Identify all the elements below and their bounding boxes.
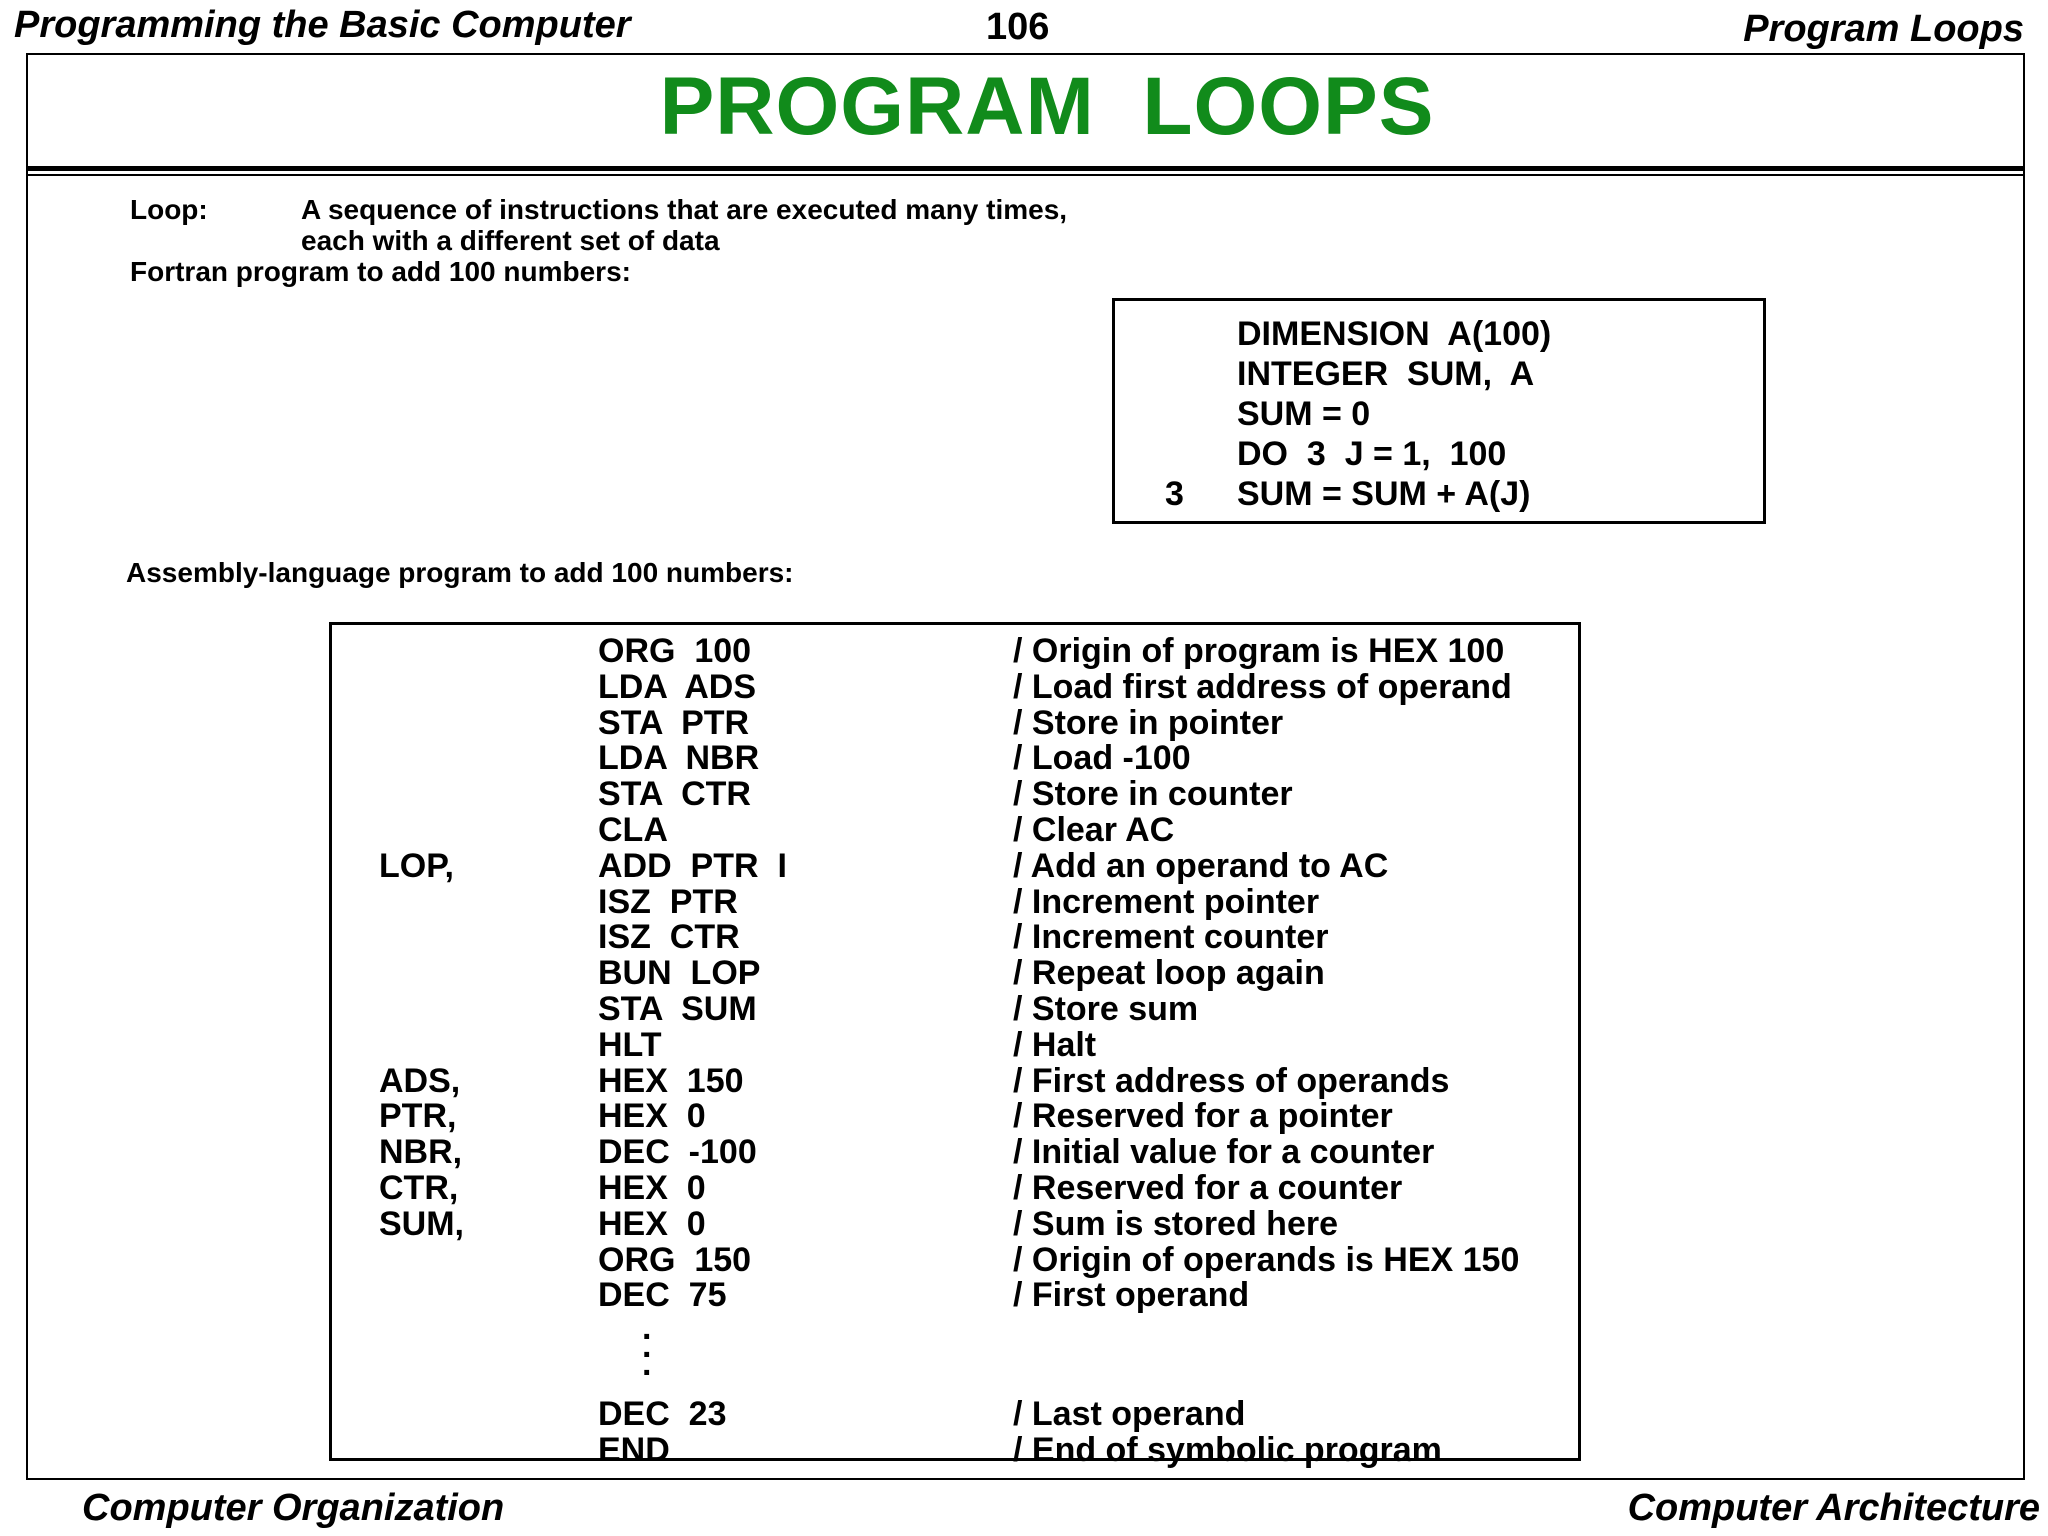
asm-instr: STA CTR — [598, 775, 751, 814]
page-number: 106 — [986, 6, 1050, 48]
asm-comment: / Origin of operands is HEX 150 — [1013, 1240, 1520, 1279]
asm-comment: / Store in pointer — [1013, 703, 1284, 742]
header-course-title: Programming the Basic Computer — [14, 4, 631, 46]
fortran-line: DO 3 J = 1, 100 — [1237, 435, 1507, 473]
assembly-code-box — [329, 622, 1581, 1469]
asm-instr: ORG 100 — [598, 632, 752, 670]
title-rule-thick — [26, 166, 2025, 171]
asm-instr: CLA — [598, 811, 668, 849]
asm-instr: BUN LOP — [598, 954, 761, 993]
fortran-line: SUM = 0 — [1237, 395, 1371, 433]
asm-label: ADS, — [379, 1061, 461, 1100]
asm-label: SUM, — [379, 1204, 464, 1243]
asm-comment: / Reserved for a pointer — [1013, 1097, 1393, 1136]
asm-comment: / Add an operand to AC — [1013, 846, 1389, 885]
fortran-intro: Fortran program to add 100 numbers: — [130, 256, 631, 287]
ellipsis-dots: . . . — [642, 1309, 652, 1383]
asm-instr: DEC -100 — [598, 1133, 757, 1172]
definition-term: Loop: — [130, 194, 208, 225]
asm-comment: / Sum is stored here — [1013, 1204, 1338, 1243]
asm-comment: / Clear AC — [1013, 811, 1175, 849]
asm-comment: / First operand — [1013, 1276, 1250, 1315]
asm-instr: HEX 0 — [598, 1097, 706, 1136]
asm-comment: / Store sum — [1013, 990, 1199, 1028]
asm-comment: / Last operand — [1013, 1395, 1246, 1433]
asm-instr: END — [598, 1430, 670, 1469]
asm-instr: ISZ CTR — [598, 918, 740, 957]
asm-comment: / Load first address of operand — [1013, 667, 1512, 706]
asm-instr: LDA ADS — [598, 667, 757, 706]
slide-title: PROGRAM LOOPS — [659, 61, 1435, 152]
asm-comment: / Reserved for a counter — [1013, 1169, 1403, 1207]
asm-instr: LDA NBR — [598, 739, 760, 778]
asm-comment: / Halt — [1013, 1025, 1097, 1064]
asm-instr: HEX 0 — [598, 1169, 706, 1207]
asm-comment: / Repeat loop again — [1013, 954, 1325, 993]
fortran-line: DIMENSION A(100) — [1237, 315, 1552, 353]
asm-instr: DEC 75 — [598, 1276, 727, 1315]
asm-instr: ORG 150 — [598, 1240, 752, 1279]
fortran-code-box — [1112, 298, 1766, 524]
assembly-intro: Assembly-language program to add 100 numbers: — [126, 557, 794, 588]
fortran-statement-label: 3 — [1165, 475, 1184, 513]
definition-text-line-1: A sequence of instructions that are executed many times, — [301, 194, 1068, 225]
asm-label: CTR, — [379, 1169, 459, 1207]
asm-comment: / End of symbolic program — [1013, 1430, 1442, 1469]
asm-label: LOP, — [379, 846, 454, 885]
asm-label: PTR, — [379, 1097, 457, 1136]
asm-instr: ISZ PTR — [598, 882, 738, 921]
asm-label: NBR, — [379, 1133, 463, 1172]
footer-right: Computer Architecture — [1627, 1487, 2040, 1529]
asm-instr: HEX 0 — [598, 1204, 706, 1243]
asm-instr: STA PTR — [598, 703, 750, 742]
asm-comment: / Store in counter — [1013, 775, 1293, 814]
footer-left: Computer Organization — [82, 1487, 505, 1529]
asm-instr: HLT — [598, 1025, 662, 1064]
fortran-line: SUM = SUM + A(J) — [1237, 475, 1531, 513]
asm-comment: / First address of operands — [1013, 1061, 1450, 1100]
asm-comment: / Load -100 — [1013, 739, 1191, 778]
asm-instr: ADD PTR I — [598, 846, 787, 885]
header-section-title: Program Loops — [1743, 8, 2024, 50]
asm-comment: / Initial value for a counter — [1013, 1133, 1435, 1172]
asm-comment: / Increment counter — [1013, 918, 1329, 957]
asm-instr: HEX 150 — [598, 1061, 744, 1100]
asm-comment: / Origin of program is HEX 100 — [1013, 632, 1505, 670]
definition-text-line-2: each with a different set of data — [301, 225, 720, 256]
asm-comment: / Increment pointer — [1013, 882, 1320, 921]
asm-instr: DEC 23 — [598, 1395, 727, 1433]
title-rule-thin — [26, 174, 2025, 176]
asm-instr: STA SUM — [598, 990, 757, 1028]
fortran-line: INTEGER SUM, A — [1237, 355, 1535, 393]
